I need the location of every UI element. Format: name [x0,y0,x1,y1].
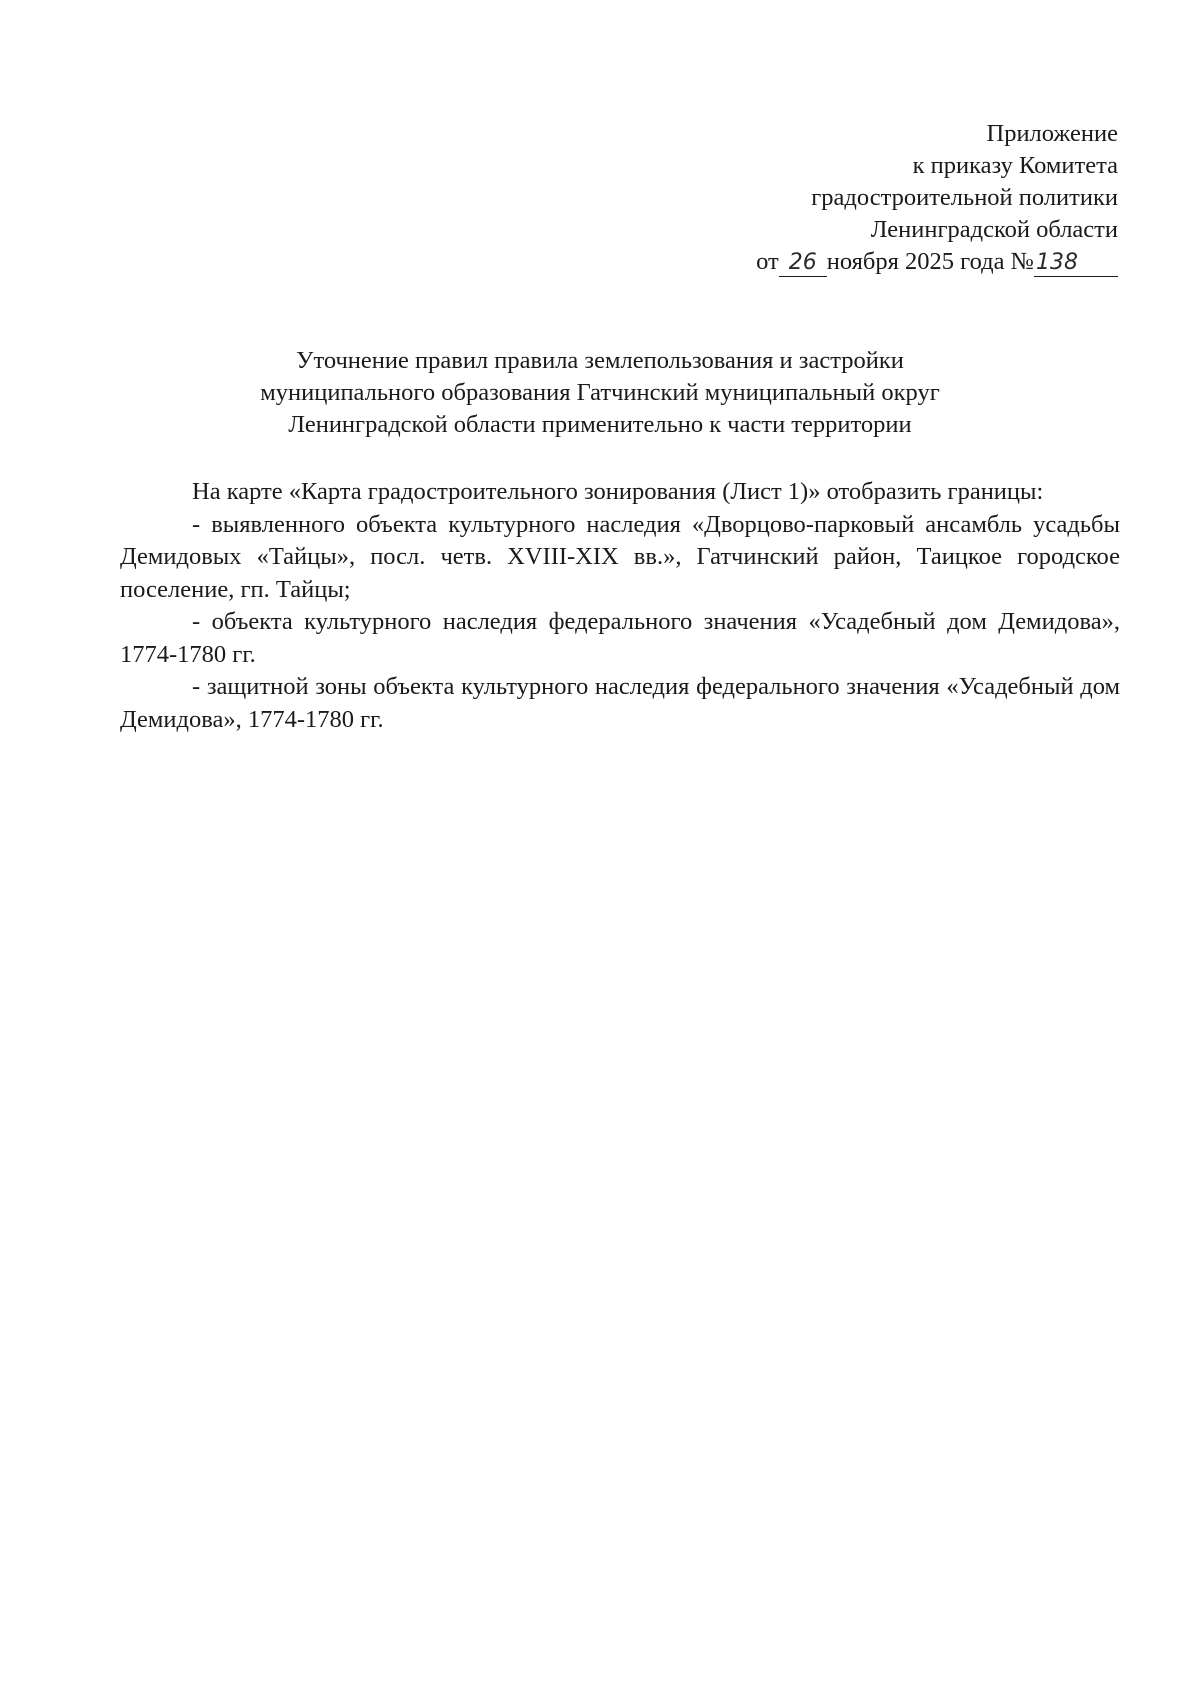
title-line-2: муниципального образования Гатчинский муниципальный округ [260,379,940,406]
handwritten-day: 26 [779,250,827,277]
list-item-3: - защитной зоны объекта культурного наследия федерального значения «Усадебный дом Демидова», 1774-1780 гг. [120,673,1120,733]
appendix-date-line [756,246,1118,278]
list-item-2: - объекта культурного наследия федерального значения «Усадебный дом Демидова», 1774-1780 гг. [120,608,1120,668]
handwritten-order-number: 138 [1034,250,1118,277]
appendix-region: Ленинградской области [870,216,1118,243]
appendix-header [756,118,1118,278]
title-line-3: Ленинградской области применительно к части территории [288,411,912,438]
date-prefix: от [756,248,779,275]
document-body [120,476,1120,736]
appendix-order-ref: к приказу Комитета [912,152,1118,179]
title-line-1: Уточнение правил правила землепользования и застройки [296,347,904,374]
list-item-1: - выявленного объекта культурного наследия «Дворцово-парковый ансамбль усадьбы Демидовых «Тайцы», посл. четв. XVIII-XIX вв.», Гатчинский район, Таицкое городское поселение, гп. Тайцы; [120,510,1120,603]
date-month-year: ноября 2025 года № [826,248,1034,275]
appendix-title: Приложение [986,120,1118,147]
intro-paragraph: На карте «Карта градостроительного зонирования (Лист 1)» отобразить границы: [192,478,1044,505]
document-title [120,345,1080,441]
appendix-committee: градостроительной политики [811,184,1118,211]
